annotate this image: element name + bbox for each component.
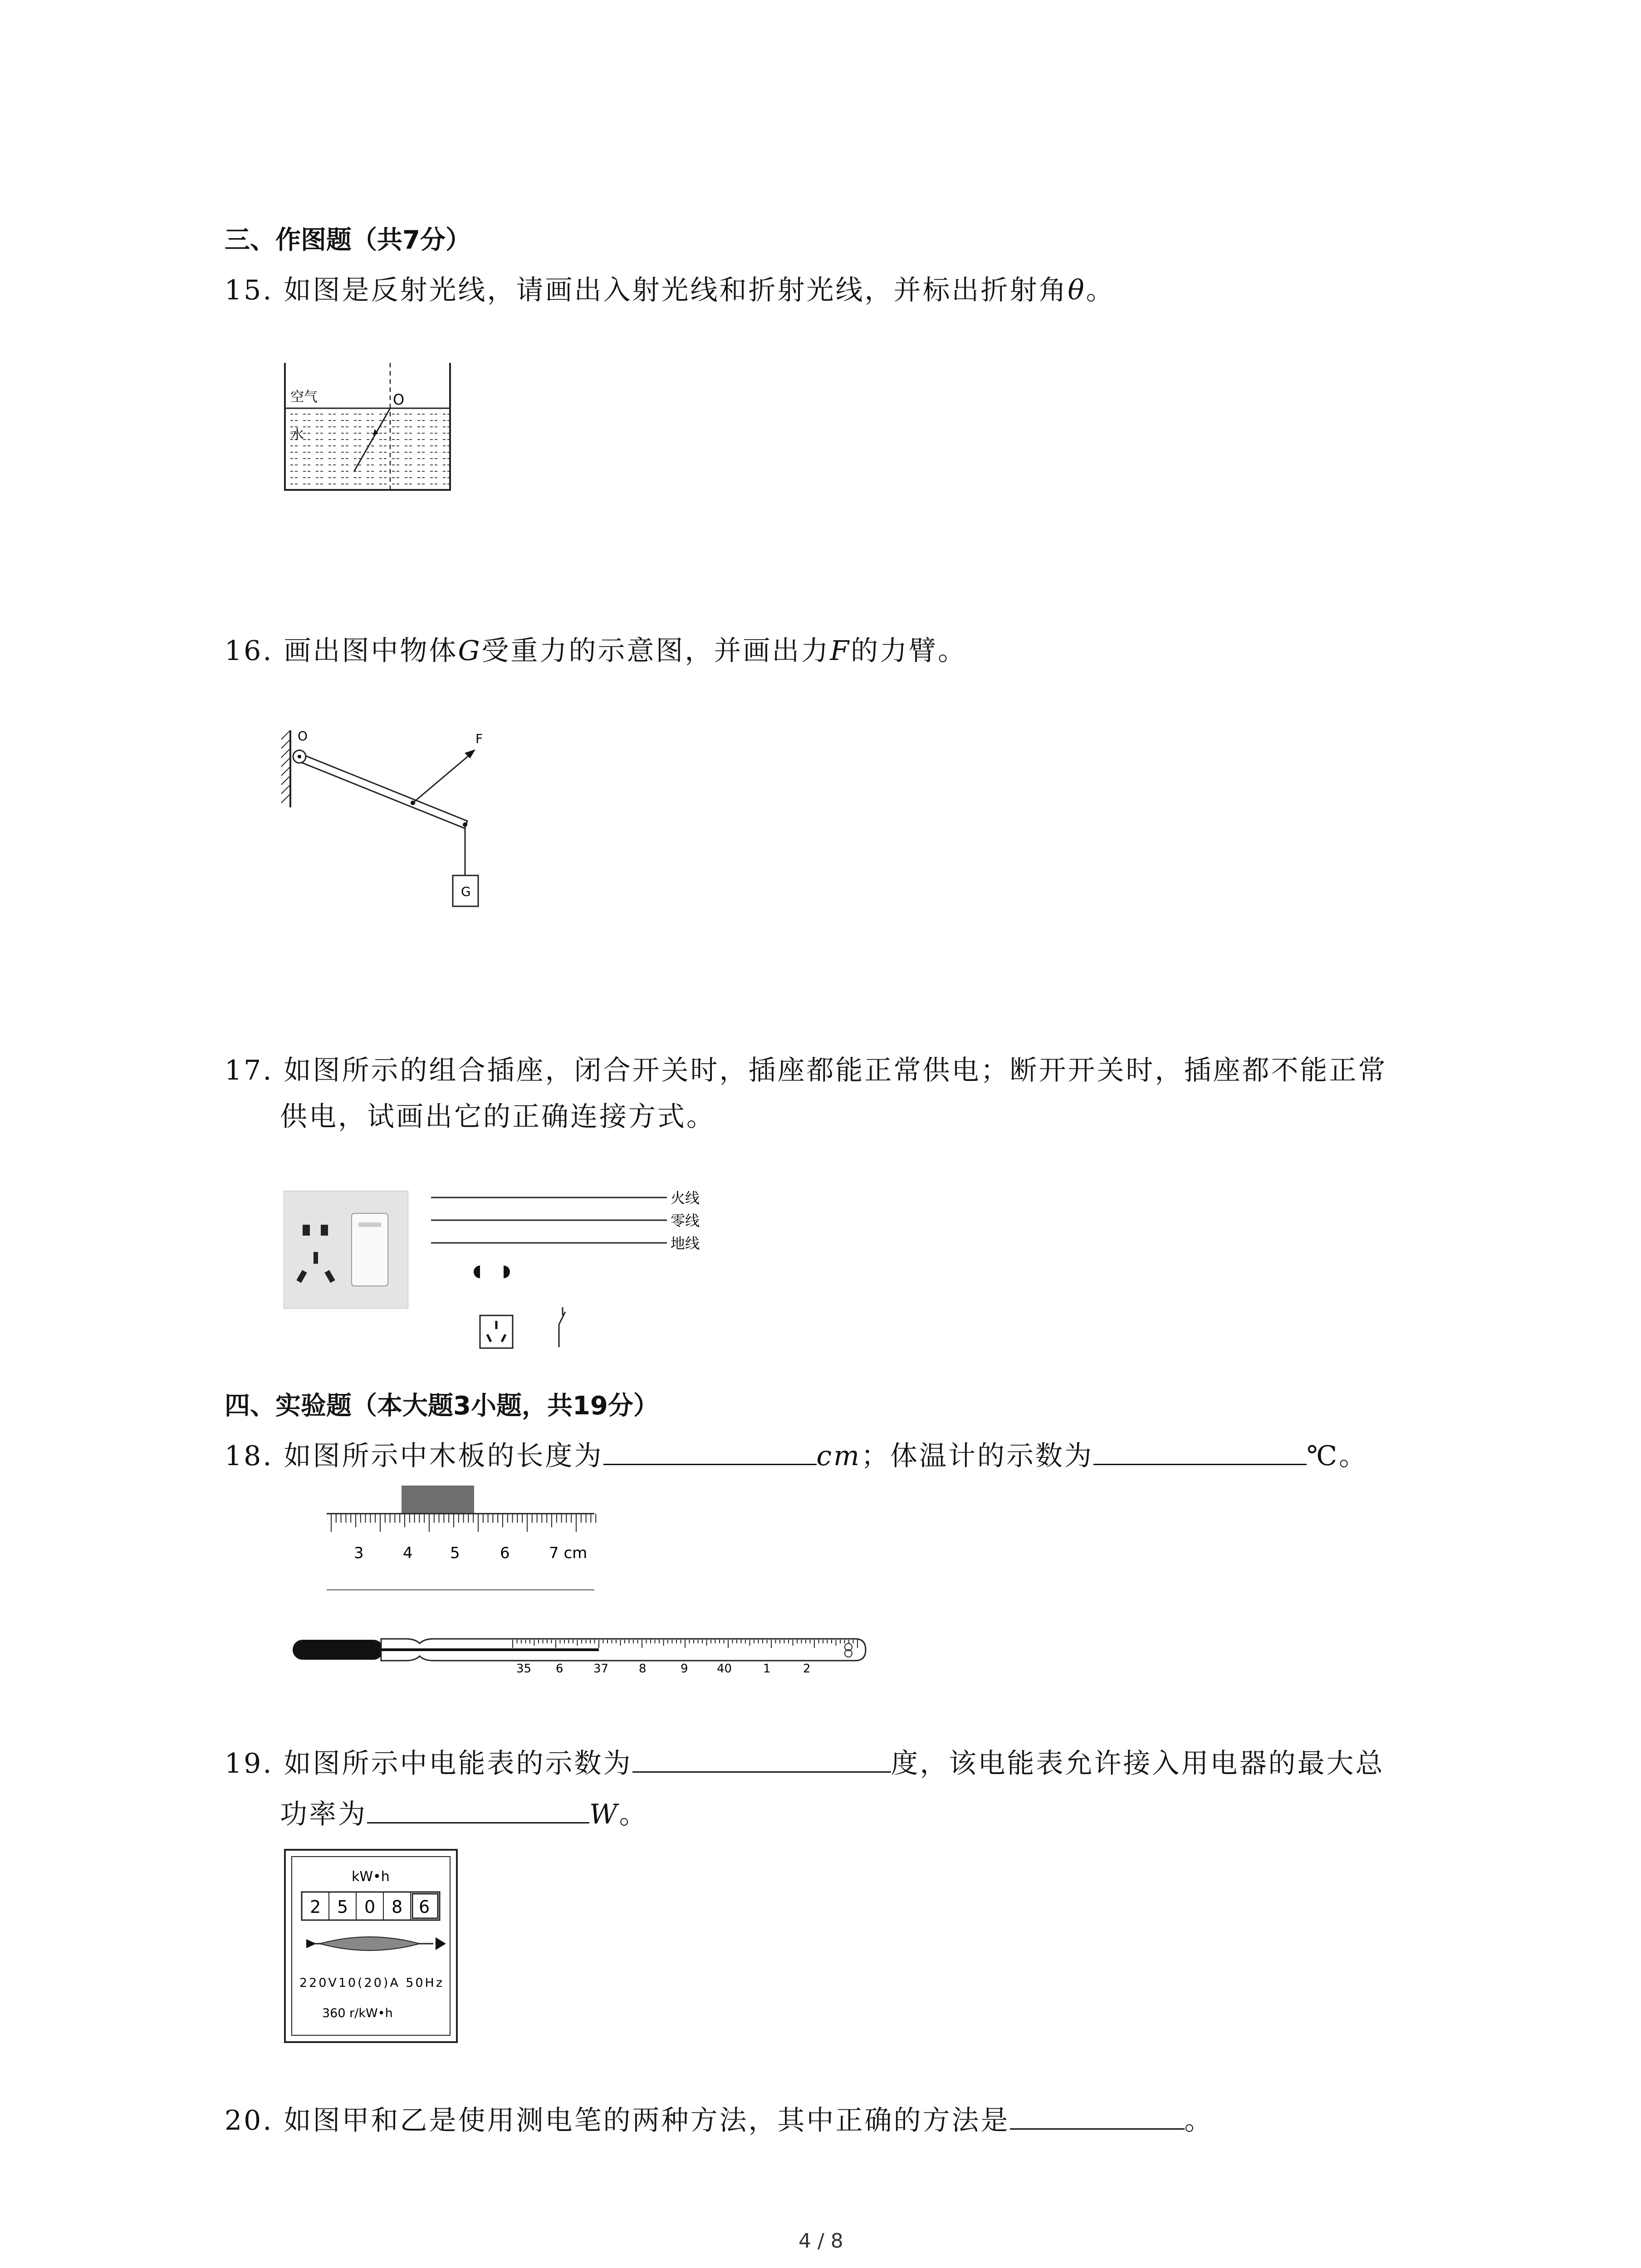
section-heading-experiment: 四、实验题（本大题3小题，共19分） [225, 1391, 659, 1421]
two-pin-socket-symbol [474, 1266, 510, 1278]
refraction-figure [277, 354, 458, 499]
ruler-label-5: 5 [450, 1544, 460, 1562]
water-label: 水 [290, 427, 304, 443]
wall-hatching [281, 730, 290, 803]
question-16: 16. 画出图中物体G受重力的示意图，并画出力F的力臂。 [225, 635, 967, 667]
force-label: F [475, 731, 483, 746]
svg-text:2: 2 [310, 1897, 321, 1917]
answer-blank-method[interactable] [1010, 2105, 1185, 2130]
neutral-label: 零线 [671, 1212, 700, 1229]
svg-text:8: 8 [639, 1662, 647, 1676]
question-17-line1: 17. 如图所示的组合插座，闭合开关时，插座都能正常供电；断开开关时，插座都不能正常 [225, 1055, 1387, 1086]
svg-text:40: 40 [717, 1662, 732, 1676]
answer-blank-reading[interactable] [632, 1748, 891, 1773]
thermometer-figure [290, 1622, 867, 1676]
answer-blank-power[interactable] [367, 1799, 589, 1823]
svg-text:6: 6 [419, 1897, 430, 1917]
svg-text:8: 8 [392, 1897, 403, 1917]
meter-digits [302, 1892, 440, 1920]
force-f-arrow [413, 753, 472, 803]
svg-text:0: 0 [364, 1897, 376, 1917]
lever-bar [296, 753, 467, 828]
three-pin-socket-symbol [480, 1315, 513, 1348]
socket-photo [284, 1191, 408, 1309]
thermo-bulb [293, 1640, 383, 1660]
meter-revolutions: 360 r/kW•h [322, 2006, 393, 2020]
ruler-label-7: 7 cm [549, 1544, 588, 1562]
lever-figure [272, 717, 499, 925]
question-text: 如图是反射光线，请画出入射光线和折射光线，并标出折射角 [284, 274, 1068, 306]
live-label: 火线 [671, 1189, 700, 1207]
point-o-label: O [393, 391, 405, 408]
energy-meter-figure [284, 1848, 458, 2043]
svg-text:9: 9 [681, 1662, 688, 1676]
answer-blank-length[interactable] [603, 1440, 817, 1465]
section-heading-drawing: 三、作图题（共7分） [225, 225, 471, 255]
theta-symbol: θ [1068, 274, 1086, 306]
meter-rating: 220V10(20)A 50Hz [299, 1976, 442, 1990]
question-number: 16. [225, 635, 274, 667]
question-number: 15. [225, 274, 274, 306]
svg-text:1: 1 [763, 1662, 771, 1676]
question-number: 19. [225, 1748, 274, 1779]
question-15: 15. 如图是反射光线，请画出入射光线和折射光线，并标出折射角θ。 [225, 274, 1115, 306]
wooden-board [402, 1486, 474, 1514]
pivot-label: O [298, 728, 308, 743]
svg-text:35: 35 [516, 1662, 532, 1676]
svg-text:6: 6 [556, 1662, 563, 1676]
weight-label: G [461, 884, 471, 899]
question-19-line1: 19. 如图所示中电能表的示数为 度，该电能表允许接入用电器的最大总 [225, 1748, 1385, 1779]
ground-label: 地线 [671, 1235, 700, 1252]
ruler-label-6: 6 [500, 1544, 510, 1562]
ruler-figure [318, 1486, 599, 1613]
question-18: 18. 如图所示中木板的长度为 cm；体温计的示数为 ℃。 [225, 1440, 1368, 1472]
ruler-label-4: 4 [403, 1544, 413, 1562]
question-number: 20. [225, 2105, 274, 2136]
question-20: 20. 如图甲和乙是使用测电笔的两种方法，其中正确的方法是 。 [225, 2105, 1214, 2136]
switch-symbol [559, 1307, 565, 1347]
ruler-label-3: 3 [354, 1544, 364, 1562]
svg-text:5: 5 [337, 1897, 348, 1917]
svg-text:2: 2 [803, 1662, 811, 1676]
question-number: 18. [225, 1440, 274, 1472]
meter-unit: kW•h [352, 1869, 390, 1885]
question-number: 17. [225, 1055, 274, 1086]
question-19-line2: 功率为 W。 [280, 1799, 648, 1830]
air-label: 空气 [290, 389, 318, 405]
page-number: 4 / 8 [798, 2229, 843, 2253]
svg-text:37: 37 [593, 1662, 609, 1676]
wiring-diagram [431, 1188, 726, 1361]
answer-blank-temperature[interactable] [1093, 1440, 1307, 1465]
question-17-line2: 供电，试画出它的正确连接方式。 [280, 1101, 715, 1133]
